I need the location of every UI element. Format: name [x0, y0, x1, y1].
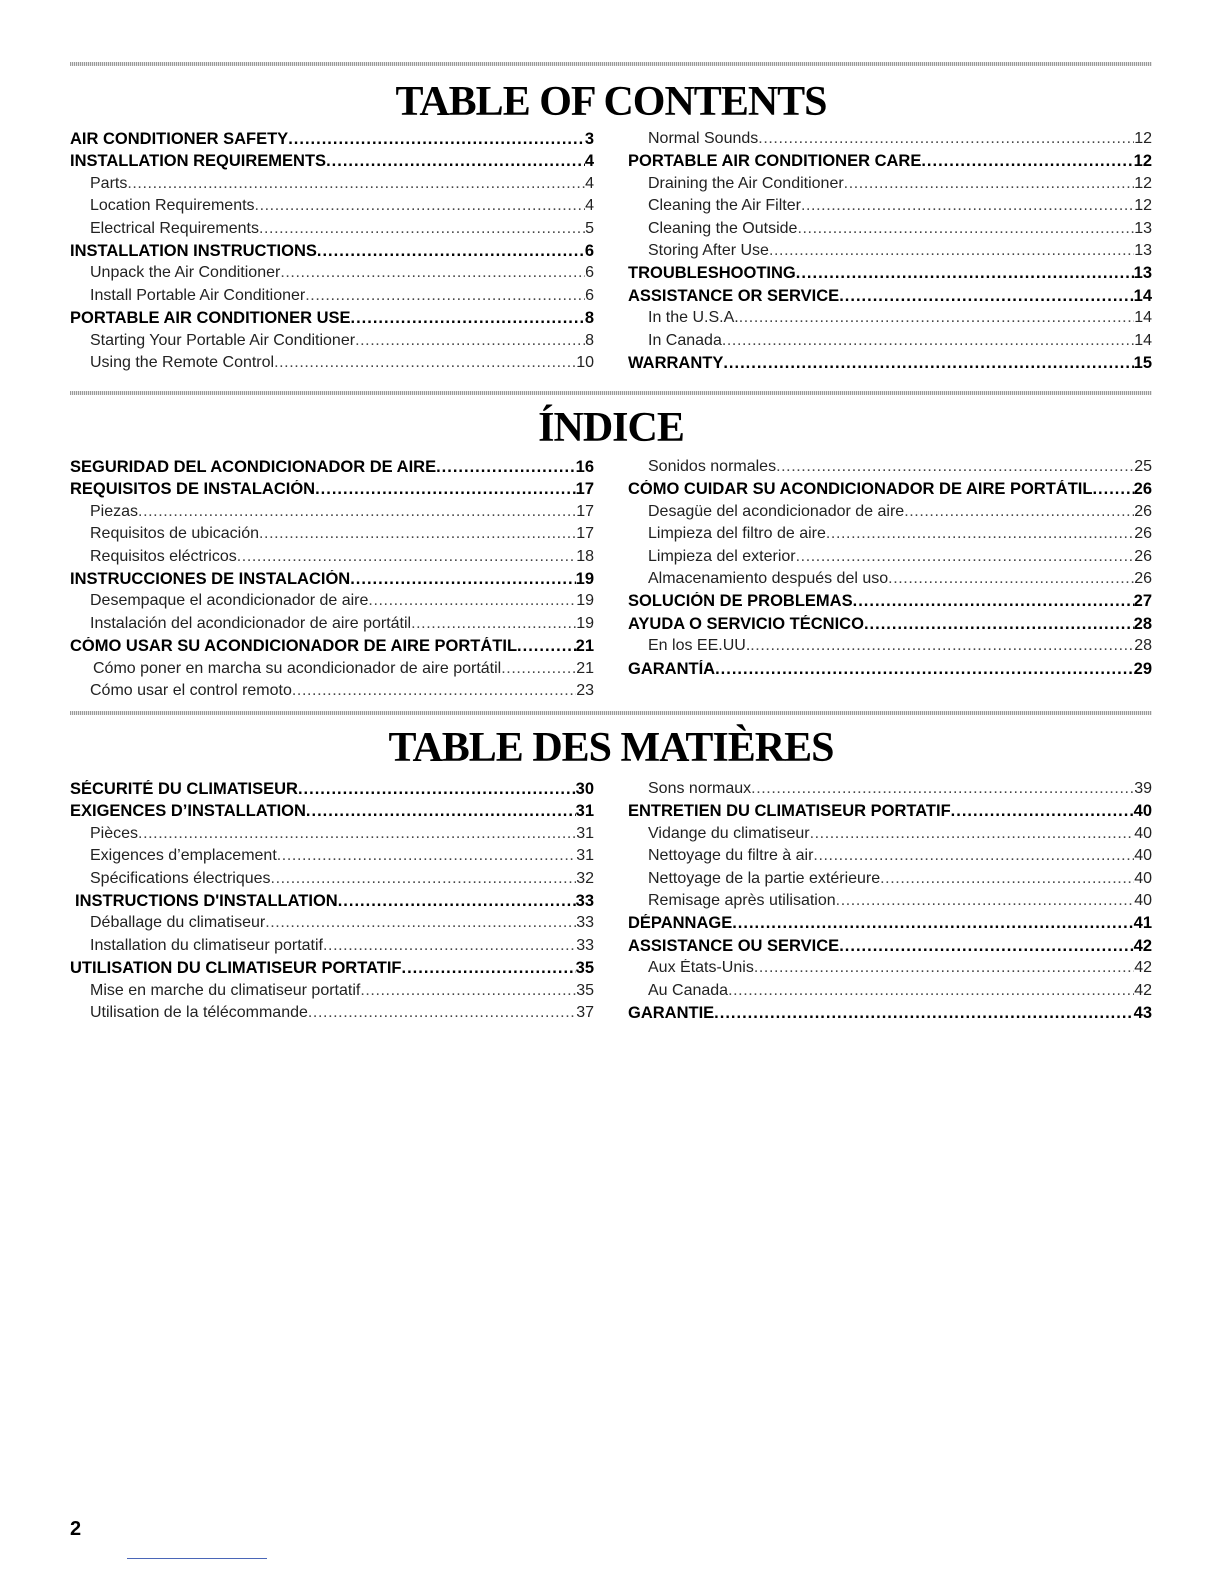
toc-entry-label: WARRANTY — [628, 353, 724, 372]
toc-entry[interactable] — [70, 1004, 594, 1026]
toc-entry-label: Spécifications électriques — [90, 869, 271, 887]
toc-leader-dots — [237, 548, 576, 566]
toc-entry-page: 14 — [1134, 309, 1152, 327]
toc-entry[interactable] — [70, 802, 594, 824]
toc-entry-page: 33 — [575, 891, 594, 910]
toc-entry-label: CÓMO CUIDAR SU ACONDICIONADOR DE AIRE PORTÁTIL — [628, 480, 1093, 499]
toc-entry-label: Pièces — [90, 824, 139, 842]
toc-leader-dots — [715, 660, 1134, 679]
toc-entry[interactable] — [628, 197, 1152, 219]
toc-leader-dots — [411, 615, 576, 633]
toc-es-left — [70, 458, 594, 704]
toc-leader-dots — [127, 175, 585, 193]
toc-entry-label: PORTABLE AIR CONDITIONER CARE — [628, 152, 922, 171]
toc-entry-page: 35 — [575, 959, 594, 978]
toc-entry-label: INSTRUCTIONS D'INSTALLATION — [75, 891, 338, 910]
toc-leader-dots — [259, 525, 576, 543]
toc-entry[interactable] — [70, 870, 594, 892]
toc-entry-page: 40 — [1134, 824, 1152, 842]
toc-leader-dots — [277, 847, 576, 865]
toc-entry[interactable] — [628, 937, 1152, 959]
toc-entry[interactable] — [70, 287, 594, 309]
toc-entry-page: 31 — [576, 824, 594, 842]
toc-entry-page: 43 — [1133, 1003, 1152, 1022]
toc-entry[interactable] — [628, 242, 1152, 264]
toc-entry[interactable] — [70, 914, 594, 936]
toc-entry-label: Installation du climatiseur portatif — [90, 936, 323, 954]
title-fr: TABLE DES MATIÈRES — [388, 725, 834, 771]
toc-entry-page: 40 — [1134, 891, 1152, 909]
toc-entry-page: 30 — [575, 780, 594, 798]
toc-entry-label: Au Canada — [648, 981, 729, 999]
toc-entry[interactable] — [628, 309, 1152, 331]
toc-leader-dots — [308, 1004, 576, 1022]
toc-entry-label: Desagüe del acondicionador de aire — [648, 502, 905, 520]
toc-leader-dots — [826, 525, 1134, 543]
toc-entry[interactable] — [70, 682, 594, 704]
toc-leader-dots — [255, 197, 586, 215]
toc-entry-page: 31 — [576, 847, 594, 865]
toc-entry[interactable] — [70, 152, 594, 174]
toc-entry-page: 8 — [584, 309, 594, 328]
toc-entry-label: Exigences d’emplacement — [90, 847, 277, 865]
toc-leader-dots — [271, 870, 577, 888]
toc-entry-page: 31 — [575, 802, 594, 821]
toc-entry[interactable] — [628, 480, 1152, 502]
toc-entry[interactable] — [70, 592, 594, 614]
toc-entry[interactable] — [70, 959, 594, 981]
toc-entry[interactable] — [628, 870, 1152, 892]
toc-entry-label: SÉCURITÉ DU CLIMATISEUR — [70, 780, 298, 798]
toc-entry-label: Vidange du climatiseur — [648, 824, 810, 842]
toc-entry-label: ASSISTANCE OR SERVICE — [628, 286, 840, 305]
toc-entry[interactable] — [70, 982, 594, 1004]
toc-entry-label: Normal Sounds — [648, 130, 759, 147]
toc-entry[interactable] — [628, 892, 1152, 914]
toc-entry-label: AYUDA O SERVICIO TÉCNICO — [628, 614, 864, 633]
toc-entry[interactable] — [628, 1004, 1152, 1026]
toc-entry-label: SOLUCIÓN DE PROBLEMAS — [628, 592, 853, 611]
toc-entry[interactable] — [628, 982, 1152, 1004]
toc-entry[interactable] — [70, 480, 594, 502]
toc-entry[interactable] — [628, 354, 1152, 376]
toc-entry[interactable] — [628, 220, 1152, 242]
toc-es-right — [628, 458, 1152, 682]
toc-leader-dots — [360, 982, 576, 1000]
toc-leader-dots — [796, 264, 1134, 283]
toc-leader-dots — [723, 354, 1133, 373]
toc-leader-dots — [844, 175, 1135, 193]
toc-entry[interactable] — [70, 354, 594, 376]
toc-entry-label: Storing After Use — [648, 241, 769, 259]
toc-entry-page: 3 — [584, 130, 594, 148]
toc-entry-label: Sonidos normales — [648, 458, 777, 475]
toc-entry-page: 33 — [576, 914, 594, 932]
footer-line — [127, 1558, 267, 1559]
toc-entry-label: REQUISITOS DE INSTALACIÓN — [70, 480, 316, 499]
toc-entry[interactable] — [70, 332, 594, 354]
toc-entry-label: TROUBLESHOOTING — [628, 264, 796, 283]
toc-leader-dots — [326, 152, 585, 171]
toc-leader-dots — [306, 802, 576, 821]
toc-leader-dots — [796, 548, 1135, 566]
toc-leader-dots — [265, 914, 576, 932]
toc-en-left — [70, 130, 594, 376]
toc-entry[interactable] — [628, 130, 1152, 152]
toc-leader-dots — [732, 914, 1133, 933]
toc-leader-dots — [776, 458, 1134, 476]
toc-leader-dots — [323, 937, 576, 955]
toc-en-right — [628, 130, 1152, 376]
toc-entry[interactable] — [70, 825, 594, 847]
toc-entry-label: Desempaque el acondicionador de aire — [90, 592, 369, 610]
toc-entry-label: Cleaning the Air Filter — [648, 197, 801, 215]
toc-entry-label: INSTRUCCIONES DE INSTALACIÓN — [70, 569, 351, 588]
toc-entry-label: ENTRETIEN DU CLIMATISEUR PORTATIF — [628, 802, 951, 821]
toc-leader-dots — [728, 982, 1134, 1000]
toc-leader-dots — [292, 682, 576, 700]
toc-leader-dots — [921, 152, 1133, 171]
toc-entry[interactable] — [70, 242, 594, 264]
toc-entry-page: 12 — [1134, 174, 1152, 192]
toc-entry-label: Location Requirements — [90, 197, 255, 215]
toc-leader-dots — [951, 802, 1134, 821]
toc-entry-page: 8 — [585, 331, 594, 349]
toc-entry-label: Utilisation de la télécommande — [90, 1003, 308, 1021]
toc-leader-dots — [274, 354, 576, 372]
toc-entry-page: 16 — [575, 458, 594, 476]
toc-leader-dots — [722, 332, 1134, 350]
toc-entry-page: 37 — [576, 1003, 594, 1021]
toc-leader-dots — [259, 220, 585, 238]
toc-entry-label: Cleaning the Outside — [648, 219, 798, 237]
toc-entry[interactable] — [628, 264, 1152, 286]
toc-entry[interactable] — [70, 847, 594, 869]
toc-leader-dots — [864, 615, 1134, 634]
toc-entry-label: UTILISATION DU CLIMATISEUR PORTATIF — [70, 959, 402, 978]
toc-entry-label: Install Portable Air Conditioner — [90, 286, 306, 304]
toc-entry[interactable] — [628, 660, 1152, 682]
toc-entry[interactable] — [70, 780, 594, 802]
toc-entry[interactable] — [628, 615, 1152, 637]
toc-entry-page: 13 — [1134, 241, 1152, 259]
toc-leader-dots — [138, 503, 576, 521]
toc-leader-dots — [797, 220, 1134, 238]
toc-fr-right — [628, 780, 1152, 1026]
toc-entry-label: Aux États-Unis — [648, 959, 754, 977]
toc-entry[interactable] — [628, 175, 1152, 197]
toc-entry-page: 27 — [1133, 592, 1152, 611]
toc-leader-dots — [813, 847, 1134, 865]
toc-leader-dots — [501, 660, 576, 678]
toc-entry-label: Mise en marche du climatiseur portatif — [90, 981, 361, 999]
toc-entry-page: 17 — [576, 525, 594, 543]
toc-fr-left — [70, 780, 594, 1026]
toc-entry-page: 12 — [1134, 130, 1152, 147]
toc-leader-dots — [758, 130, 1134, 148]
toc-entry-label: Draining the Air Conditioner — [648, 174, 844, 192]
toc-entry-page: 19 — [576, 614, 594, 632]
toc-entry[interactable] — [628, 152, 1152, 174]
toc-entry[interactable] — [628, 825, 1152, 847]
toc-leader-dots — [368, 592, 576, 610]
toc-entry-page: 18 — [576, 547, 594, 565]
toc-leader-dots — [888, 570, 1134, 588]
toc-entry-label: Parts — [90, 174, 128, 192]
toc-entry-page: 32 — [576, 869, 594, 887]
toc-leader-dots — [402, 959, 576, 978]
toc-entry-label: Piezas — [90, 502, 139, 520]
toc-entry-page: 4 — [585, 174, 594, 192]
toc-leader-dots — [288, 130, 585, 149]
toc-entry[interactable] — [70, 197, 594, 219]
toc-entry-page: 4 — [585, 197, 594, 215]
toc-entry-label: Cómo usar el control remoto — [90, 681, 292, 699]
toc-entry[interactable] — [628, 458, 1152, 480]
toc-leader-dots — [315, 480, 576, 499]
toc-entry-label: Instalación del acondicionador de aire portátil — [90, 614, 412, 632]
toc-entry-label: Nettoyage du filtre à air — [648, 847, 814, 865]
toc-leader-dots — [769, 242, 1134, 260]
toc-entry[interactable] — [70, 615, 594, 637]
toc-entry-label: Requisitos eléctricos — [90, 547, 237, 565]
toc-entry[interactable] — [628, 503, 1152, 525]
toc-entry-page: 39 — [1134, 780, 1152, 797]
toc-entry[interactable] — [628, 847, 1152, 869]
toc-entry-page: 28 — [1133, 614, 1152, 633]
divider-fr — [70, 711, 1152, 715]
toc-entry[interactable] — [628, 570, 1152, 592]
toc-leader-dots — [138, 825, 576, 843]
toc-entry[interactable] — [70, 264, 594, 286]
toc-entry-page: 17 — [575, 480, 594, 499]
toc-leader-dots — [1092, 480, 1133, 499]
toc-leader-dots — [880, 870, 1134, 888]
toc-leader-dots — [751, 780, 1134, 798]
toc-entry-label: CÓMO USAR SU ACONDICIONADOR DE AIRE PORTÁTIL — [70, 637, 518, 656]
toc-entry-label: In Canada — [648, 331, 722, 349]
toc-entry-label: PORTABLE AIR CONDITIONER USE — [70, 309, 351, 328]
toc-leader-dots — [714, 1004, 1133, 1023]
toc-entry-label: GARANTÍA — [628, 659, 716, 678]
toc-entry[interactable] — [70, 525, 594, 547]
toc-entry-page: 23 — [576, 681, 594, 699]
toc-entry-label: INSTALLATION REQUIREMENTS — [70, 152, 327, 171]
toc-entry-page: 26 — [1134, 547, 1152, 565]
toc-leader-dots — [355, 332, 585, 350]
toc-entry-page: 42 — [1134, 981, 1152, 999]
toc-entry[interactable] — [70, 220, 594, 242]
toc-entry[interactable] — [628, 592, 1152, 614]
toc-entry[interactable] — [70, 660, 594, 682]
toc-leader-dots — [810, 825, 1135, 843]
toc-entry-page: 29 — [1133, 659, 1152, 678]
toc-entry[interactable] — [628, 637, 1152, 659]
toc-entry-label: Using the Remote Control — [90, 353, 275, 371]
toc-entry-label: EXIGENCES D’INSTALLATION — [70, 802, 306, 821]
toc-entry[interactable] — [628, 548, 1152, 570]
toc-entry[interactable] — [70, 503, 594, 525]
toc-entry-label: GARANTIE — [628, 1003, 715, 1022]
title-en: TABLE OF CONTENTS — [395, 79, 827, 125]
toc-entry-label: In the U.S.A. — [648, 309, 739, 327]
toc-leader-dots — [436, 458, 576, 477]
toc-entry-label: Déballage du climatiseur — [90, 914, 266, 932]
toc-entry-page: 13 — [1133, 264, 1152, 283]
toc-entry[interactable] — [628, 780, 1152, 802]
toc-entry-page: 42 — [1133, 936, 1152, 955]
toc-entry[interactable] — [628, 332, 1152, 354]
toc-leader-dots — [754, 959, 1134, 977]
toc-entry[interactable] — [628, 287, 1152, 309]
toc-entry[interactable] — [628, 959, 1152, 981]
toc-entry-page: 26 — [1134, 569, 1152, 587]
toc-entry[interactable] — [70, 175, 594, 197]
page-number: 2 — [70, 1518, 82, 1540]
toc-entry-page: 6 — [584, 241, 594, 260]
toc-entry-page: 15 — [1133, 353, 1152, 372]
toc-leader-dots — [280, 264, 585, 282]
toc-entry-label: Sons normaux — [648, 780, 752, 797]
top-divider — [70, 62, 1152, 66]
divider-es — [70, 391, 1152, 395]
toc-entry-page: 28 — [1134, 637, 1152, 655]
toc-entry-page: 21 — [576, 659, 594, 677]
toc-leader-dots — [317, 242, 585, 261]
toc-entry-page: 14 — [1134, 331, 1152, 349]
toc-entry-page: 12 — [1134, 197, 1152, 215]
toc-entry-page: 33 — [576, 936, 594, 954]
toc-entry-label: Remisage après utilisation — [648, 891, 836, 909]
toc-entry-page: 26 — [1134, 525, 1152, 543]
toc-entry-page: 21 — [575, 637, 594, 656]
toc-entry-page: 40 — [1133, 802, 1152, 821]
toc-entry-page: 42 — [1134, 959, 1152, 977]
toc-entry-page: 4 — [584, 152, 594, 171]
toc-leader-dots — [305, 287, 585, 305]
toc-entry[interactable] — [628, 802, 1152, 824]
toc-entry-label: Electrical Requirements — [90, 219, 259, 237]
toc-entry-label: Nettoyage de la partie extérieure — [648, 869, 881, 887]
toc-leader-dots — [351, 309, 585, 328]
toc-leader-dots — [750, 637, 1134, 655]
toc-entry-page: 25 — [1134, 458, 1152, 475]
toc-entry-label: Starting Your Portable Air Conditioner — [90, 331, 356, 349]
toc-entry[interactable] — [628, 525, 1152, 547]
toc-entry-page: 40 — [1134, 869, 1152, 887]
toc-entry[interactable] — [70, 548, 594, 570]
toc-leader-dots — [517, 637, 576, 656]
toc-leader-dots — [836, 892, 1135, 910]
toc-entry-label: Requisitos de ubicación — [90, 525, 259, 543]
toc-entry-label: Cómo poner en marcha su acondicionador de aire portátil — [93, 659, 502, 677]
toc-entry[interactable] — [70, 130, 594, 152]
toc-entry-page: 19 — [575, 569, 594, 588]
toc-entry-page: 17 — [576, 502, 594, 520]
toc-entry[interactable] — [70, 892, 594, 914]
toc-leader-dots — [853, 592, 1134, 611]
toc-entry-label: ASSISTANCE OU SERVICE — [628, 936, 840, 955]
toc-entry-page: 10 — [576, 353, 594, 371]
toc-entry[interactable] — [70, 570, 594, 592]
toc-entry[interactable] — [70, 458, 594, 480]
toc-entry-page: 40 — [1134, 847, 1152, 865]
toc-entry-page: 6 — [585, 286, 594, 304]
toc-entry-label: Almacenamiento después del uso — [648, 569, 889, 587]
toc-entry[interactable] — [70, 937, 594, 959]
toc-leader-dots — [801, 197, 1134, 215]
toc-entry[interactable] — [628, 914, 1152, 936]
toc-leader-dots — [904, 503, 1134, 521]
toc-entry-page: 5 — [585, 219, 594, 237]
toc-entry-page: 26 — [1133, 480, 1152, 499]
toc-entry-label: SEGURIDAD DEL ACONDICIONADOR DE AIRE — [70, 458, 437, 476]
toc-entry-page: 6 — [585, 264, 594, 282]
toc-leader-dots — [839, 937, 1133, 956]
toc-entry-label: En los EE.UU. — [648, 637, 751, 655]
toc-entry-page: 35 — [576, 981, 594, 999]
toc-leader-dots — [739, 309, 1134, 327]
toc-entry-label: Limpieza del exterior — [648, 547, 796, 565]
title-es: ÍNDICE — [538, 405, 684, 451]
toc-entry[interactable] — [70, 309, 594, 331]
toc-entry-page: 41 — [1133, 914, 1152, 933]
toc-leader-dots — [338, 892, 576, 911]
toc-entry-label: INSTALLATION INSTRUCTIONS — [70, 241, 317, 260]
toc-leader-dots — [350, 570, 575, 589]
toc-entry-page: 12 — [1133, 152, 1152, 171]
toc-entry[interactable] — [70, 637, 594, 659]
toc-leader-dots — [298, 780, 576, 799]
toc-entry-page: 14 — [1133, 286, 1152, 305]
toc-entry-page: 19 — [576, 592, 594, 610]
toc-entry-label: Limpieza del filtro de aire — [648, 525, 826, 543]
toc-entry-page: 13 — [1134, 219, 1152, 237]
toc-entry-label: DÉPANNAGE — [628, 914, 733, 933]
toc-entry-label: Unpack the Air Conditioner — [90, 264, 281, 282]
toc-leader-dots — [839, 287, 1133, 306]
toc-entry-label: AIR CONDITIONER SAFETY — [70, 130, 289, 148]
toc-entry-page: 26 — [1134, 502, 1152, 520]
